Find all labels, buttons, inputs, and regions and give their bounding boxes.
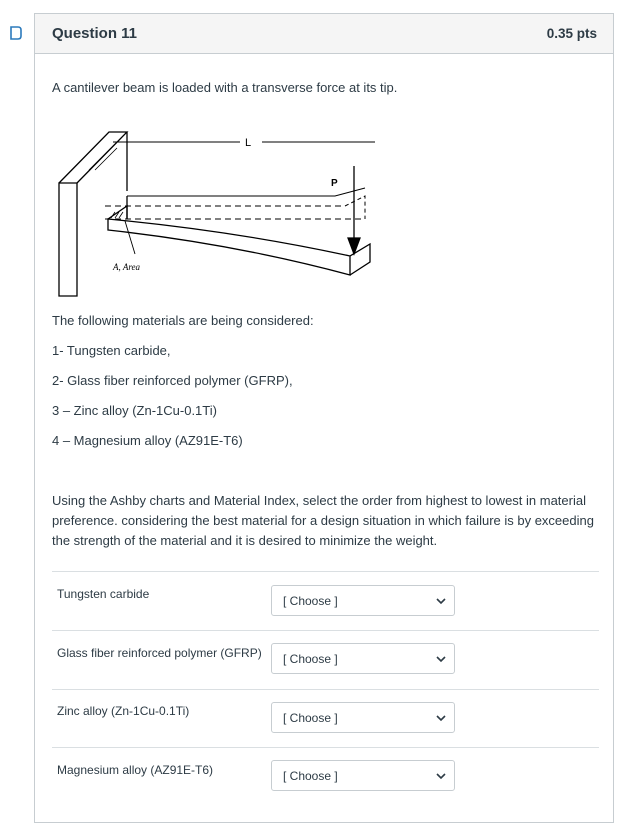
material-item: 2- Glass fiber reinforced polymer (GFRP), xyxy=(52,373,293,388)
select-value: [ Choose ] xyxy=(283,768,338,783)
answer-label-zinc: Zinc alloy (Zn-1Cu-0.1Ti) xyxy=(57,704,190,718)
material-item: 4 – Magnesium alloy (AZ91E-T6) xyxy=(52,433,243,448)
answer-select-gfrp[interactable] xyxy=(271,643,455,674)
cantilever-beam-diagram xyxy=(55,126,375,301)
question-card xyxy=(34,13,614,823)
divider xyxy=(52,630,599,631)
answer-label-magnesium: Magnesium alloy (AZ91E-T6) xyxy=(57,763,214,777)
materials-intro: The following materials are being considered: xyxy=(52,313,314,328)
answer-select-tungsten[interactable] xyxy=(271,585,455,616)
select-value: [ Choose ] xyxy=(283,710,338,725)
question-title: Question 11 xyxy=(52,25,138,42)
chevron-down-icon xyxy=(436,713,446,723)
length-label: L xyxy=(245,137,252,149)
select-value: [ Choose ] xyxy=(283,651,338,666)
area-label: A, Area xyxy=(113,262,140,272)
chevron-down-icon xyxy=(436,654,446,664)
select-value: [ Choose ] xyxy=(283,593,338,608)
divider xyxy=(52,747,599,748)
chevron-down-icon xyxy=(436,771,446,781)
divider xyxy=(52,689,599,690)
question-header xyxy=(35,14,613,54)
material-item: 3 – Zinc alloy (Zn-1Cu-0.1Ti) xyxy=(52,403,217,418)
divider xyxy=(52,571,599,572)
answer-label-gfrp: Glass fiber reinforced polymer (GFRP) xyxy=(57,646,262,660)
answer-label-tungsten: Tungsten carbide xyxy=(57,587,150,601)
flag-question-icon[interactable] xyxy=(9,26,23,40)
answer-select-magnesium[interactable] xyxy=(271,760,455,791)
question-intro: A cantilever beam is loaded with a transverse force at its tip. xyxy=(52,80,398,95)
force-label: P xyxy=(331,178,338,189)
question-instructions: Using the Ashby charts and Material Index, select the order from highest to lowest in material preference. considering the best material for a design situation in which failure is by exceeding the strength of the material and it is desired to minimize the weight. xyxy=(52,493,594,548)
material-item: 1- Tungsten carbide, xyxy=(52,343,171,358)
answer-select-zinc[interactable] xyxy=(271,702,455,733)
chevron-down-icon xyxy=(436,596,446,606)
question-points: 0.35 pts xyxy=(546,26,597,41)
